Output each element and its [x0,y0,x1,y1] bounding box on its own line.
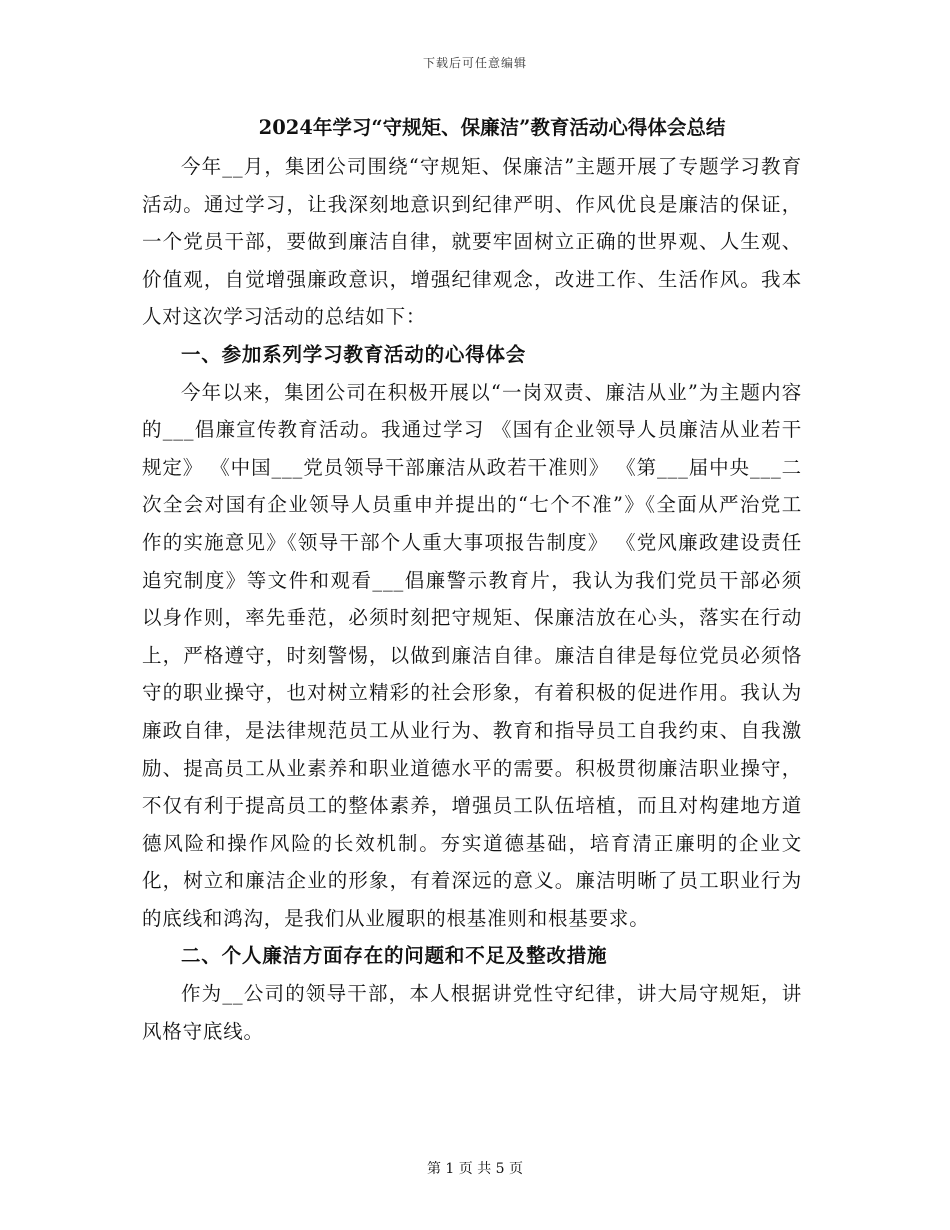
section-1-paragraph: 今年以来，集团公司在积极开展以“一岗双责、廉洁从业”为主题内容的___倡廉宣传教育活动。我通过学习 《国有企业领导人员廉洁从业若干规定》 《中国___党员领导干部廉洁从政若干准则》 《第___届中央___二次全会对国有企业领导人员重申并提出的“七个不准”》《全面从严治党工作的实施意见》《领导干部个人重大事项报告制度》 《党风廉政建设责任追究制度》等文件和观看___倡廉警示教育片，我认为我们党员干部必须以身作则，率先垂范，必须时刻把守规矩、保廉洁放在心头，落实在行动上，严格遵守，时刻警惕，以做到廉洁自律。廉洁自律是每位党员必须恪守的职业操守，也对树立精彩的社会形象，有着积极的促进作用。我认为廉政自律，是法律规范员工从业行为、教育和指导员工自我约束、自我激励、提高员工从业素养和职业道德水平的需要。积极贯彻廉洁职业操守，不仅有利于提高员工的整体素养，增强员工队伍培植，而且对构建地方道德风险和操作风险的长效机制。夯实道德基础，培育清正廉明的企业文化，树立和廉洁企业的形象，有着深远的意义。廉洁明晰了员工职业行为的底线和鸿沟，是我们从业履职的根基准则和根基要求。 [142,380,802,930]
section-2-heading: 二、个人廉洁方面存在的问题和不足及整改措施 [181,944,608,968]
page-number: 第 1 页 共 5 页 [426,1161,524,1177]
intro-paragraph: 今年__月，集团公司围绕“守规矩、保廉洁”主题开展了专题学习教育活动。通过学习，让我深刻地意识到纪律严明、作风优良是廉洁的保证，一个党员干部，要做到廉洁自律，就要牢固树立正确的世界观、人生观、价值观，自觉增强廉政意识，增强纪律观念，改进工作、生活作风。我本人对这次学习活动的总结如下： [142,155,802,329]
section-2-paragraph: 作为__公司的领导干部，本人根据讲党性守纪律，讲大局守规矩，讲风格守底线。 [142,982,802,1043]
section-1-heading: 一、参加系列学习教育活动的心得体会 [181,342,527,366]
document-title: 2024年学习“守规矩、保廉洁”教育活动心得体会总结 [258,116,726,139]
document-body [142,112,802,1050]
header-note: 下载后可任意编辑 [422,56,527,70]
